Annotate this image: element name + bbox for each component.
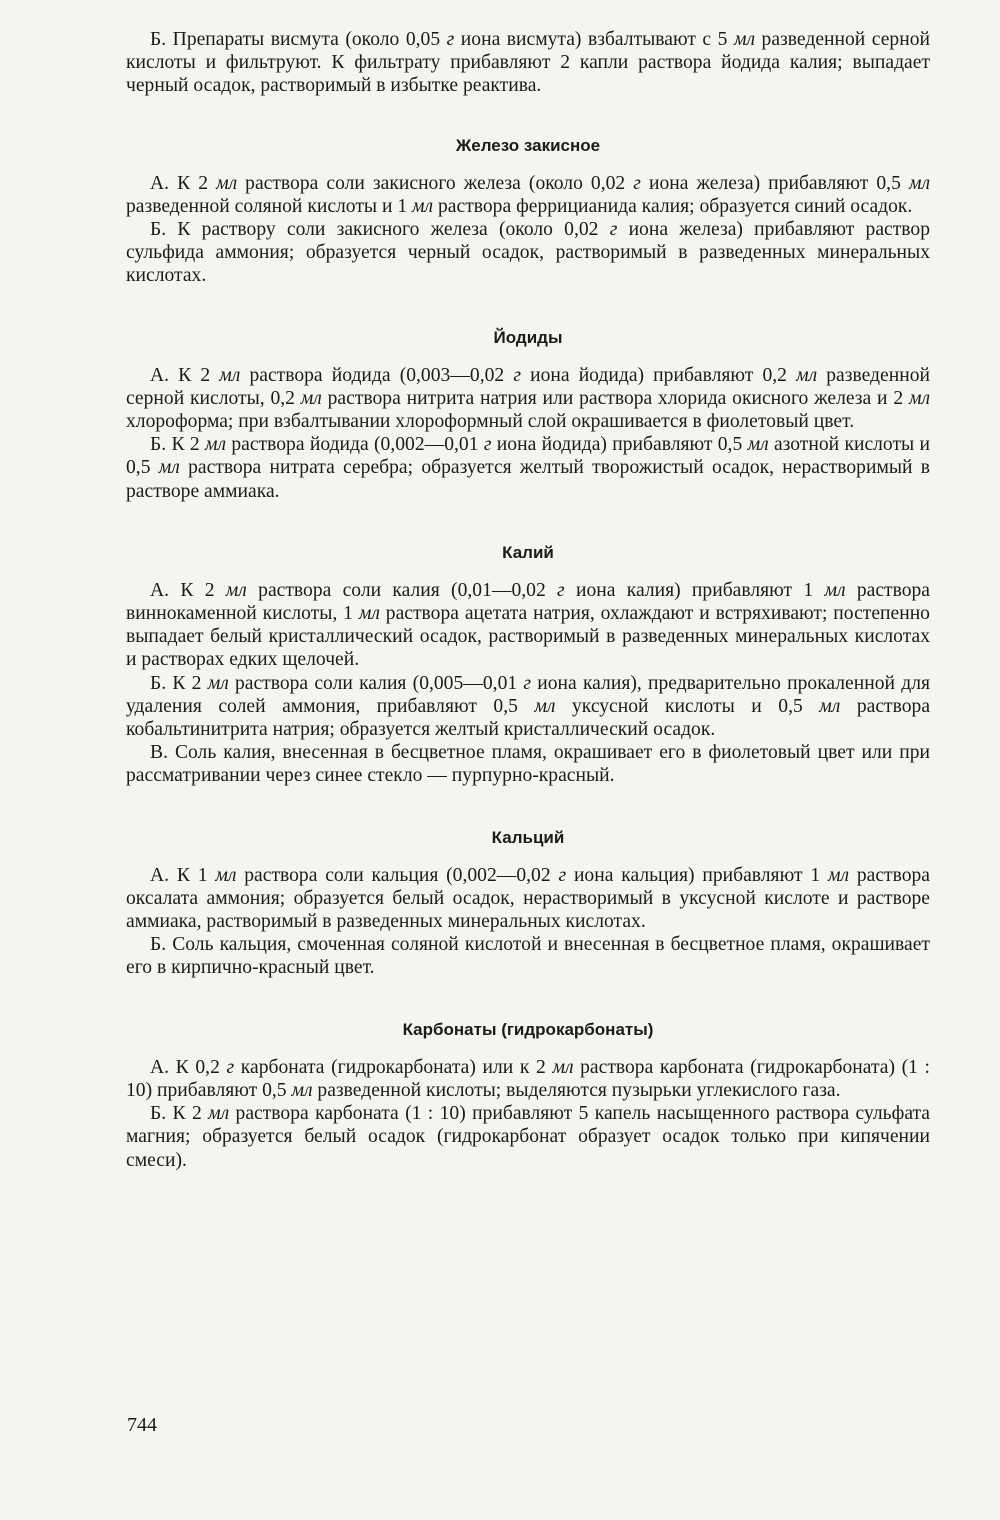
- paragraph: В. Соль калия, внесенная в бесцветное пламя, окрашивает его в фиолетовый цвет или при рассматривании через синее стекло — пурпурно-красный.: [126, 742, 930, 787]
- paragraph: Б. К 2 мл раствора карбоната (1 : 10) прибавляют 5 капель насыщенного раствора сульфата магния; образуется белый осадок (гидрокарбонат образует осадок только при кипячении смеси).: [126, 1103, 931, 1171]
- paragraph: А. К 2 мл раствора йодида (0,003—0,02 г иона йодида) прибавляют 0,2 мл разведенной серной кислоты, 0,2 мл раствора нитрита натрия или раствора хлорида окисного железа и 2 мл хлороформа; при взбалтывании хлороформный слой окрашивается в фиолетовый цвет.: [126, 364, 931, 433]
- paragraph: А. К 0,2 г карбоната (гидрокарбоната) или к 2 мл раствора карбоната (гидрокарбоната) (1 : 10) прибавляют 0,5 мл разведенной кислоты; выделяются пузырьки углекислого газа.: [126, 1056, 931, 1101]
- section-calcium: [126, 828, 930, 980]
- paragraph: А. К 2 мл раствора соли закисного железа (около 0,02 г иона железа) прибавляют 0,5 мл разведенной соляной кислоты и 1 мл раствора феррицианида калия; образуется синий осадок.: [126, 172, 930, 217]
- paragraph: А. К 1 мл раствора соли кальция (0,002—0,02 г иона кальция) прибавляют 1 мл раствора оксалата аммония; образуется белый осадок, нерастворимый в уксусной кислоте и растворе аммиака, растворимый в разведенных минеральных кислотах.: [126, 864, 930, 933]
- paragraph: Б. К раствору соли закисного железа (около 0,02 г иона железа) прибавляют раствор сульфида аммония; образуется черный осадок, растворимый в разведенных минеральных кислотах.: [126, 219, 930, 287]
- paragraph: Б. Препараты висмута (около 0,05 г иона висмута) взбалтывают с 5 мл разведенной серной кислоты и фильтруют. К фильтрату прибавляют 2 капли раствора йодида калия; выпадает черный осадок, растворимый в избытке реактива.: [126, 29, 930, 97]
- section-heading: Калий: [502, 542, 554, 562]
- paragraph: Б. К 2 мл раствора соли калия (0,005—0,01 г иона калия), предварительно прокаленной для удаления солей аммония, прибавляют 0,5 мл уксусной кислоты и 0,5 мл раствора кобальтинитрита натрия; образуется желтый кристаллический осадок.: [126, 672, 931, 741]
- paragraph: Б. Соль кальция, смоченная соляной кислотой и внесенная в бесцветное пламя, окрашивает его в кирпично-красный цвет.: [126, 934, 930, 979]
- page-number: 744: [127, 1414, 157, 1436]
- intro-section: [126, 28, 930, 98]
- section-heading: Железо закисное: [455, 135, 601, 155]
- section-heading: Кальций: [491, 827, 565, 847]
- section-heading: Йодиды: [493, 327, 563, 347]
- section-potassium: [126, 543, 930, 788]
- section-heading: Карбонаты (гидрокарбонаты): [402, 1019, 654, 1039]
- paragraph: А. К 2 мл раствора соли калия (0,01—0,02 г иона калия) прибавляют 1 мл раствора виннокаменной кислоты, 1 мл раствора ацетата натрия, охлаждают и встряхивают; постепенно выпадает белый кристаллический осадок, растворимый в разведенных минеральных кислотах и растворах едких щелочей.: [126, 579, 930, 671]
- section-iodides: [126, 328, 930, 503]
- section-iron: [126, 136, 930, 288]
- paragraph: Б. К 2 мл раствора йодида (0,002—0,01 г иона йодида) прибавляют 0,5 мл азотной кислоты и 0,5 мл раствора нитрата серебра; образуется желтый творожистый осадок, нерастворимый в растворе аммиака.: [126, 434, 931, 502]
- section-carbonates: [126, 1020, 930, 1172]
